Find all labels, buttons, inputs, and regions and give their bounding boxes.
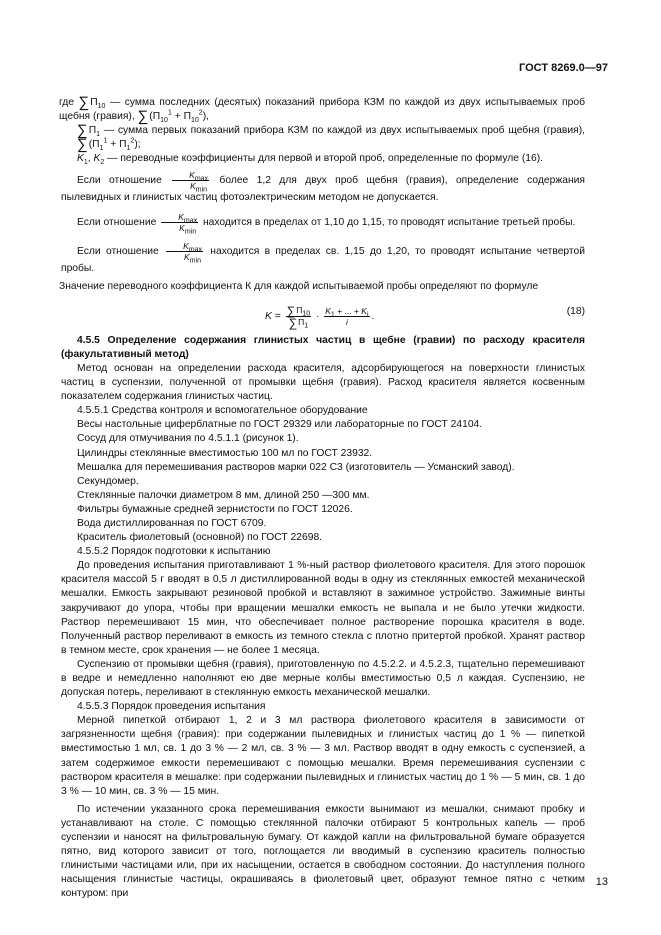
definition-k: $K_1$, $K_2$ — переводные коэффициенты для первой и второй проб, определенные по формуле (16). xyxy=(77,153,544,167)
subsection-4-5-5-2-title: 4.5.5.2 Порядок подготовки к испытанию xyxy=(77,546,271,558)
list-item: Фильтры бумажные средней зернистости по ГОСТ 12026. xyxy=(77,503,353,515)
equipment-list xyxy=(61,418,585,545)
preparation-paragraph-2: Суспензию от промывки щебня (гравия), приготовленную по 4.5.2.2. и 4.5.2.3, тщательно перемешивают в ведре и немедленно наполняют ею две мерные колбы вместимостью 0,5 л каждая. Суспензию, не допуская потерь, переливают в стеклянную емкость механической мешалки. xyxy=(61,658,585,699)
definition-p1: $\sum П_1$ — сумма первых показаний прибора КЗМ по каждой из двух испытываемых проб щебня (гравия), $\sum(П_1^1 + П_1^2)$; xyxy=(77,122,585,154)
definition-p10: где $\sum П_{10}$ — сумма последних (десятых) показаний прибора КЗМ по каждой из двух испытываемых проб щебня (гравия), $\sum(П_{10}^1 + П_{10}^2)$, xyxy=(59,94,585,126)
k-formula-intro: Значение переводного коэффициента К для каждой испытываемой пробы определяют по формуле xyxy=(59,280,539,292)
ratio-paragraph-2: Если отношение $\frac{K_{max}}{K_{min}}$ находится в пределах от 1,10 до 1,15, то проводят испытание третьей пробы. xyxy=(77,211,576,236)
kmax-kmin-fraction: $\frac{K_{max}}{K_{min}}$ xyxy=(172,170,209,191)
formula-18-row xyxy=(61,298,585,330)
formula-number: (18) xyxy=(566,305,585,317)
subsection-4-5-5-1-title: 4.5.5.1 Средства контроля и вспомогательное оборудование xyxy=(77,405,368,417)
list-item: Весы настольные циферблатные по ГОСТ 29329 или лабораторные по ГОСТ 24104. xyxy=(77,419,483,431)
list-item: Мешалка для перемешивания растворов марки 022 С3 (изготовитель — Усманский завод). xyxy=(77,461,515,473)
list-item: Цилиндры стеклянные вместимостью 100 мл по ГОСТ 23932. xyxy=(77,447,373,459)
list-item: Стеклянные палочки диаметром 8 мм, длиной 250 —300 мм. xyxy=(77,489,370,501)
list-item: Секундомер. xyxy=(77,475,139,487)
procedure-paragraph-2: По истечении указанного срока перемешивания емкости вынимают из мешалки, снимают пробку и устанавливают на столе. С помощью стеклянной палочки отбирают 5 контрольных капель — проб суспензии и наносят на фильтровальную бумагу. От каждой капли на фильтровальной бумаге образуется пятно, вид которого зависит от того, поглощается ли вводимый в суспензию краситель полностью глинистыми частицами или, при их насыщении, остается в свободном состоянии. До наступления полного насыщения глинистые частицы, окрашиваясь в фиолетовый цвет, образуют темное пятно с четким контуром: при xyxy=(61,803,585,900)
subsection-4-5-5-3-title: 4.5.5.3 Порядок проведения испытания xyxy=(77,701,266,713)
ratio-paragraph-3: Если отношение $\frac{K_{max}}{K_{min}}$ находится в пределах св. 1,15 до 1,20, то проводят испытание четвертой пробы. xyxy=(61,240,585,274)
list-item: Краситель фиолетовый (основной) по ГОСТ 22698. xyxy=(77,532,323,544)
procedure-paragraph-1: Мерной пипеткой отбирают 1, 2 и 3 мл раствора фиолетового красителя в зависимости от загрязненности щебня (гравия): при содержании пылевидных и глинистых частиц до 1 % — пипеткой вместимостью 1 мл, св. 1 до 3 % — 2 мл, св. 3 % — 3 мл. Раствор вводят в одну емкость с суспензией, а затем содержимое емкости перемешивают с помощью мешалки. Время перемешивания суспензии с раствором красителя в мешалке: при содержании пылевидных и глинистых частиц до 1 % — 5 мин, св. 1 до 3 % — 10 мин, св. 3 % — 15 мин. xyxy=(61,715,585,797)
formula-18: K = $\frac{\sum П_{10}}{\sum П_1}$ · $\frac{K_1 + ... + K_i}{i}$ . xyxy=(265,303,375,330)
page-body xyxy=(61,96,585,902)
ratio-paragraph-1: Если отношение $\frac{K_{max}}{K_{min}}$ более 1,2 для двух проб щебня (гравия), определение содержания пылевидных и глинистых частиц фотоэлектрическим методом не допускается. xyxy=(61,170,585,204)
section-heading: 4.5.5 Определение содержания глинистых частиц в щебне (гравии) по расходу красителя (факультативный метод) xyxy=(61,334,585,360)
kmax-kmin-fraction: $\frac{K_{max}}{K_{min}}$ xyxy=(161,212,198,233)
document-code-header: ГОСТ 8269.0—97 xyxy=(519,62,608,74)
preparation-paragraph-1: До проведения испытания приготавливают 1 %-ный раствор фиолетового красителя. Для этого порошок красителя массой 5 г вводят в 0,5 л дистиллированной воды в одну из стеклянных емкостей механической мешалки. Емкость закрывают резиновой пробкой и вставляют в зажимное устройство. Зажимные винты закручивают до упора, чтобы при вращении мешалки емкость не выпала и не было утечки жидкости. Раствор перемешивают 15 мин, что обеспечивает полное растворение порошка красителя в воде. Полученный раствор переливают в емкость из темного стекла с плотно притертой пробкой. Хранят раствор в темном месте, срок хранения — не более 1 месяца. xyxy=(61,560,585,656)
page-number: 13 xyxy=(595,876,608,888)
kmax-kmin-fraction: $\frac{K_{max}}{K_{min}}$ xyxy=(166,241,203,262)
list-item: Сосуд для отмучивания по 4.5.1.1 (рисунок 1). xyxy=(77,433,299,445)
list-item: Вода дистиллированная по ГОСТ 6709. xyxy=(77,517,267,529)
section-intro: Метод основан на определении расхода красителя, адсорбирующегося на поверхности глинистых частиц в суспензии, полученной от промывки щебня (гравия). Расход красителя является косвенным показателем содержания глинистых частиц. xyxy=(61,362,585,403)
